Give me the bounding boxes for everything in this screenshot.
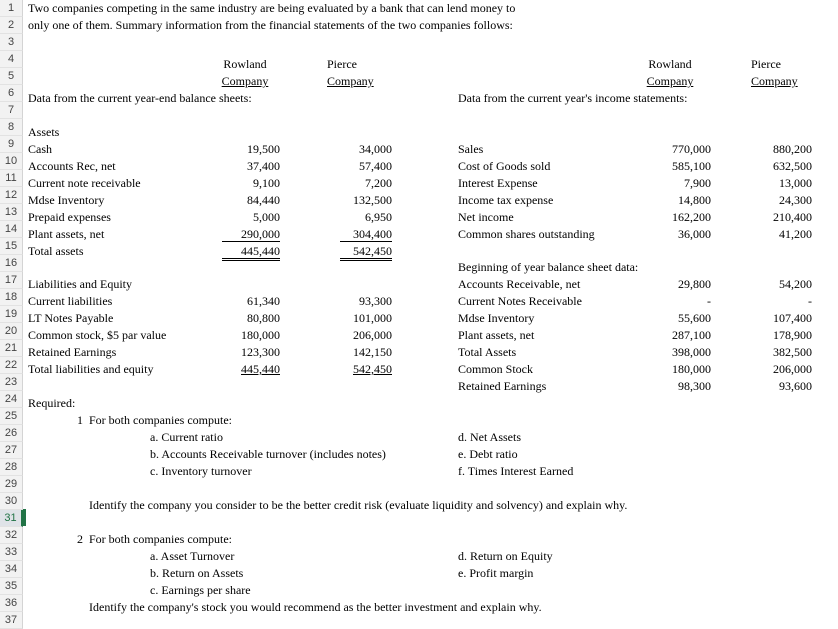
intro-line-2[interactable]: only one of them. Summary information from the financial statements of the two companies follows: [28,18,513,32]
q2-d[interactable]: d. Return on Equity [458,549,553,563]
asset-rowland-value[interactable]: 19,500 [247,142,280,156]
liability-pierce-value[interactable]: 93,300 [359,294,392,308]
q2-a[interactable]: a. Asset Turnover [150,549,235,563]
income-pierce-value[interactable]: 41,200 [779,227,812,241]
liability-rowland-value[interactable]: 180,000 [241,328,280,342]
liability-rowland-value[interactable]: 80,800 [247,311,280,325]
income-rowland-value[interactable]: 7,900 [684,176,711,190]
row-header[interactable]: 28 [0,459,23,476]
row-header[interactable]: 4 [0,51,23,68]
beginning-rowland-value[interactable]: - [707,294,711,308]
beginning-pierce-value[interactable]: 107,400 [773,311,812,325]
row-header[interactable]: 25 [0,408,23,425]
beginning-label[interactable]: Current Notes Receivable [458,294,582,308]
asset-rowland-value[interactable]: 290,000 [222,226,280,242]
liability-pierce-value[interactable]: 142,150 [353,345,392,359]
income-label[interactable]: Common shares outstanding [458,227,595,241]
asset-rowland-value[interactable]: 5,000 [253,210,280,224]
asset-label[interactable]: Total assets [28,244,84,258]
beginning-pierce-value[interactable]: - [808,294,812,308]
row-header[interactable]: 10 [0,153,23,170]
liability-rowland-value[interactable]: 61,340 [247,294,280,308]
row-header[interactable]: 6 [0,85,23,102]
row-header[interactable]: 8 [0,119,23,136]
balance-sheet-title[interactable]: Data from the current year-end balance sheets: [28,91,252,105]
beginning-rowland-value[interactable]: 287,100 [672,328,711,342]
row-header[interactable]: 29 [0,476,23,493]
beginning-pierce-value[interactable]: 93,600 [779,379,812,393]
q1-d[interactable]: d. Net Assets [458,430,521,444]
liability-rowland-value[interactable]: 445,440 [241,362,280,376]
row-header[interactable]: 16 [0,255,23,272]
income-pierce-value[interactable]: 880,200 [773,142,812,156]
asset-label[interactable]: Plant assets, net [28,227,105,241]
liability-label[interactable]: Common stock, $5 par value [28,328,167,342]
row-header[interactable]: 15 [0,238,23,255]
income-pierce-value[interactable]: 632,500 [773,159,812,173]
asset-label[interactable]: Mdse Inventory [28,193,105,207]
beginning-label[interactable]: Mdse Inventory [458,311,535,325]
row-header[interactable]: 21 [0,340,23,357]
q2-c[interactable]: c. Earnings per share [150,583,251,597]
q2-number[interactable]: 2 [77,532,83,546]
row-header[interactable]: 35 [0,578,23,595]
beginning-rowland-value[interactable]: 180,000 [672,362,711,376]
q1-number[interactable]: 1 [77,413,83,427]
beginning-rowland-value[interactable]: 55,600 [678,311,711,325]
pierce-header-1[interactable]: Pierce [327,57,357,71]
liability-label[interactable]: Retained Earnings [28,345,117,359]
income-pierce-value[interactable]: 210,400 [773,210,812,224]
asset-rowland-value[interactable]: 9,100 [253,176,280,190]
q1-a[interactable]: a. Current ratio [150,430,223,444]
row-header[interactable]: 34 [0,561,23,578]
income-label[interactable]: Sales [458,142,484,156]
income-rowland-value[interactable]: 770,000 [672,142,711,156]
beginning-pierce-value[interactable]: 54,200 [779,277,812,291]
rowland-header-1[interactable]: Rowland [223,57,267,71]
beginning-pierce-value[interactable]: 382,500 [773,345,812,359]
beginning-rowland-value[interactable]: 398,000 [672,345,711,359]
liability-label[interactable]: Total liabilities and equity [28,362,154,376]
income-label[interactable]: Income tax expense [458,193,554,207]
asset-pierce-value[interactable]: 132,500 [353,193,392,207]
row-header[interactable]: 9 [0,136,23,153]
rowland-header-3[interactable]: Rowland [648,57,692,71]
row-header[interactable]: 32 [0,527,23,544]
income-label[interactable]: Net income [458,210,514,224]
income-rowland-value[interactable]: 36,000 [678,227,711,241]
asset-label[interactable]: Current note receivable [28,176,141,190]
income-rowland-value[interactable]: 162,200 [672,210,711,224]
income-label[interactable]: Cost of Goods sold [458,159,551,173]
beginning-label[interactable]: Common Stock [458,362,534,376]
beginning-rowland-value[interactable]: 98,300 [678,379,711,393]
row-header[interactable]: 19 [0,306,23,323]
q2-identify[interactable]: Identify the company's stock you would recommend as the better investment and explain why. [89,600,542,614]
pierce-header-3[interactable]: Pierce [751,57,781,71]
q2-b[interactable]: b. Return on Assets [150,566,244,580]
row-header[interactable]: 22 [0,357,23,374]
row-header[interactable]: 2 [0,17,23,34]
income-rowland-value[interactable]: 14,800 [678,193,711,207]
q1-identify[interactable]: Identify the company you consider to be the better credit risk (evaluate liquidity and solvency) and explain why. [89,498,628,512]
liability-label[interactable]: LT Notes Payable [28,311,114,325]
required-heading[interactable]: Required: [28,396,76,410]
liability-pierce-value[interactable]: 542,450 [353,362,392,376]
q1-b[interactable]: b. Accounts Receivable turnover (includes notes) [150,447,386,461]
pierce-header-2[interactable]: Company [327,74,374,88]
asset-pierce-value[interactable]: 542,450 [340,243,392,261]
intro-line-1[interactable]: Two companies competing in the same industry are being evaluated by a bank that can lend money to [28,1,516,15]
q1-text[interactable]: For both companies compute: [89,413,232,427]
row-header[interactable]: 12 [0,187,23,204]
asset-pierce-value[interactable]: 304,400 [340,226,392,242]
asset-rowland-value[interactable]: 84,440 [247,193,280,207]
asset-label[interactable]: Prepaid expenses [28,210,111,224]
beginning-label[interactable]: Accounts Receivable, net [458,277,581,291]
liability-pierce-value[interactable]: 101,000 [353,311,392,325]
asset-pierce-value[interactable]: 6,950 [365,210,392,224]
active-cell-indicator [23,509,26,526]
row-header[interactable]: 31 [0,510,23,527]
row-header[interactable]: 27 [0,442,23,459]
row-header[interactable]: 11 [0,170,23,187]
row-header[interactable]: 33 [0,544,23,561]
row-header[interactable]: 17 [0,272,23,289]
q2-text[interactable]: For both companies compute: [89,532,232,546]
row-header[interactable]: 20 [0,323,23,340]
beginning-title[interactable]: Beginning of year balance sheet data: [458,260,639,274]
q1-c[interactable]: c. Inventory turnover [150,464,252,478]
row-header[interactable]: 7 [0,102,23,119]
liabilities-heading[interactable]: Liabilities and Equity [28,277,132,291]
rowland-header-4[interactable]: Company [646,74,694,88]
assets-heading[interactable]: Assets [28,125,60,139]
row-header[interactable]: 13 [0,204,23,221]
income-rowland-value[interactable]: 585,100 [672,159,711,173]
row-header[interactable]: 26 [0,425,23,442]
row-header[interactable]: 24 [0,391,23,408]
q1-e[interactable]: e. Debt ratio [458,447,518,461]
asset-pierce-value[interactable]: 34,000 [359,142,392,156]
income-statement-title[interactable]: Data from the current year's income statements: [458,91,688,105]
asset-rowland-value[interactable]: 445,440 [222,243,280,261]
row-header[interactable]: 30 [0,493,23,510]
row-header[interactable]: 5 [0,68,23,85]
asset-pierce-value[interactable]: 7,200 [365,176,392,190]
beginning-pierce-value[interactable]: 206,000 [773,362,812,376]
pierce-header-4[interactable]: Company [751,74,798,88]
row-header[interactable]: 36 [0,595,23,612]
asset-rowland-value[interactable]: 37,400 [247,159,280,173]
beginning-label[interactable]: Retained Earnings [458,379,547,393]
asset-label[interactable]: Cash [28,142,52,156]
row-header[interactable]: 37 [0,612,23,629]
q1-f[interactable]: f. Times Interest Earned [458,464,574,478]
row-header[interactable]: 23 [0,374,23,391]
beginning-rowland-value[interactable]: 29,800 [678,277,711,291]
rowland-header-2[interactable]: Company [221,74,269,88]
income-label[interactable]: Interest Expense [458,176,538,190]
row-header[interactable]: 3 [0,34,23,51]
beginning-label[interactable]: Total Assets [458,345,517,359]
row-header[interactable]: 14 [0,221,23,238]
asset-pierce-value[interactable]: 57,400 [359,159,392,173]
beginning-pierce-value[interactable]: 178,900 [773,328,812,342]
liability-rowland-value[interactable]: 123,300 [241,345,280,359]
row-header[interactable]: 18 [0,289,23,306]
beginning-label[interactable]: Plant assets, net [458,328,535,342]
asset-label[interactable]: Accounts Rec, net [28,159,116,173]
liability-pierce-value[interactable]: 206,000 [353,328,392,342]
income-pierce-value[interactable]: 13,000 [779,176,812,190]
liability-label[interactable]: Current liabilities [28,294,113,308]
income-pierce-value[interactable]: 24,300 [779,193,812,207]
q2-e[interactable]: e. Profit margin [458,566,534,580]
row-header[interactable]: 1 [0,0,23,17]
